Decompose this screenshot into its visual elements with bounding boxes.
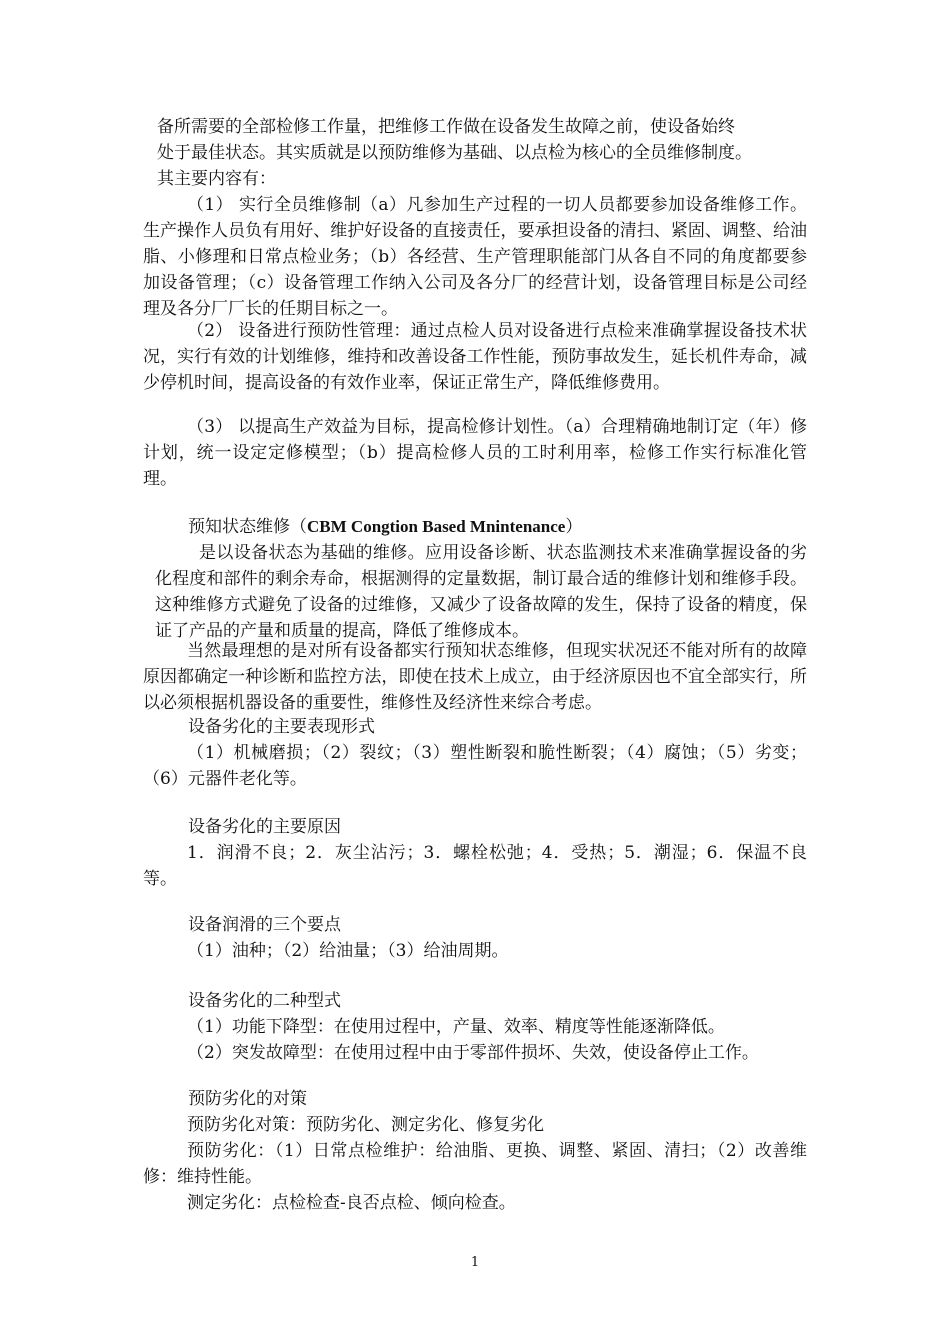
lubrication-text: （1）油种；（2）给油量；（3）给油周期。 <box>187 941 509 961</box>
item-3-text: （3） 以提高生产效益为目标，提高检修计划性。（a）合理精确地制订定（年）修计划，统一设定定修模型；（b）提高检修人员的工时利用率，检修工作实行标准化管理。 <box>143 417 807 489</box>
item-1-text: （1） 实行全员维修制（a）凡参加生产过程的一切人员都要参加设备维修工作。生产操作人员负有用好、维护好设备的直接责任，要承担设备的清扫、紧固、调整、给油脂、小修理和日常点检业务；（b）各经营、生产管理职能部门从各自不同的角度都要参加设备管理；（c）设备管理工作纳入公司及各分厂的经营计划，设备管理目标是公司经理及各分厂厂长的任期目标之一。 <box>143 195 807 319</box>
lubrication-heading: 设备润滑的三个要点 <box>188 915 341 935</box>
item-2-paragraph <box>143 318 807 396</box>
forms-heading: 设备劣化的主要表现形式 <box>188 717 375 737</box>
cbm-heading <box>188 514 582 540</box>
item-1-paragraph <box>143 192 807 322</box>
causes-paragraph <box>143 840 807 892</box>
page-number: 1 <box>470 1255 480 1270</box>
intro-line-2: 处于最佳状态。其实质就是以预防维修为基础、以点检为核心的全员维修制度。 <box>157 143 752 163</box>
lubrication-paragraph <box>143 938 807 964</box>
cbm-paragraph-2 <box>143 638 807 716</box>
countermeasures-heading: 预防劣化的对策 <box>188 1089 307 1109</box>
countermeasures-line-2: 预防劣化：（1）日常点检维护：给油脂、更换、调整、紧固、清扫；（2）改善维修：维持性能。 <box>143 1141 807 1187</box>
types-paragraph <box>143 1014 807 1066</box>
intro-line-3: 其主要内容有： <box>157 169 276 189</box>
countermeasures-paragraph <box>143 1112 807 1216</box>
item-3-paragraph <box>143 414 807 492</box>
cbm-para-1-text: 是以设备状态为基础的维修。应用设备诊断、状态监测技术来准确掌握设备的劣化程度和部件的剩余寿命，根据测得的定量数据，制订最合适的维修计划和维修手段。这种维修方式避免了设备的过维修，又减少了设备故障的发生，保持了设备的精度，保证了产品的产量和质量的提高，降低了维修成本。 <box>155 543 807 641</box>
cbm-para-2-text: 当然最理想的是对所有设备都实行预知状态维修，但现实状况还不能对所有的故障原因都确定一种诊断和监控方法，即使在技术上成立，由于经济原因也不宜全部实行，所以必须根据机器设备的重要性，维修性及经济性来综合考虑。 <box>143 641 807 713</box>
causes-text: 1．润滑不良；2．灰尘沾污；3．螺栓松弛；4．受热；5．潮湿；6．保温不良等。 <box>143 843 807 889</box>
types-line-1: （1）功能下降型：在使用过程中，产量、效率、精度等性能逐渐降低。 <box>187 1017 725 1037</box>
cbm-heading-prefix: 预知状态维修（ <box>188 517 307 537</box>
cbm-heading-suffix: ） <box>565 517 583 537</box>
types-line-2: （2）突发故障型：在使用过程中由于零部件损坏、失效，使设备停止工作。 <box>187 1043 759 1063</box>
causes-heading: 设备劣化的主要原因 <box>188 817 341 837</box>
forms-paragraph <box>143 740 807 792</box>
countermeasures-line-3: 测定劣化：点检检查-良否点检、倾向检查。 <box>187 1193 516 1213</box>
cbm-heading-bold: CBM Congtion Based Mnintenance <box>307 517 566 536</box>
intro-paragraph <box>143 114 807 192</box>
cbm-paragraph-1 <box>155 540 807 644</box>
countermeasures-line-1: 预防劣化对策：预防劣化、测定劣化、修复劣化 <box>187 1115 544 1135</box>
types-heading: 设备劣化的二种型式 <box>188 991 341 1011</box>
intro-line-1: 备所需要的全部检修工作量，把维修工作做在设备发生故障之前，使设备始终 <box>157 117 735 137</box>
forms-text: （1）机械磨损；（2）裂纹；（3）塑性断裂和脆性断裂；（4）腐蚀；（5）劣变；（6）元器件老化等。 <box>143 743 807 789</box>
item-2-text: （2） 设备进行预防性管理：通过点检人员对设备进行点检来准确掌握设备技术状况，实行有效的计划维修，维持和改善设备工作性能，预防事故发生，延长机件寿命，减少停机时间，提高设备的有效作业率，保证正常生产，降低维修费用。 <box>143 321 807 393</box>
